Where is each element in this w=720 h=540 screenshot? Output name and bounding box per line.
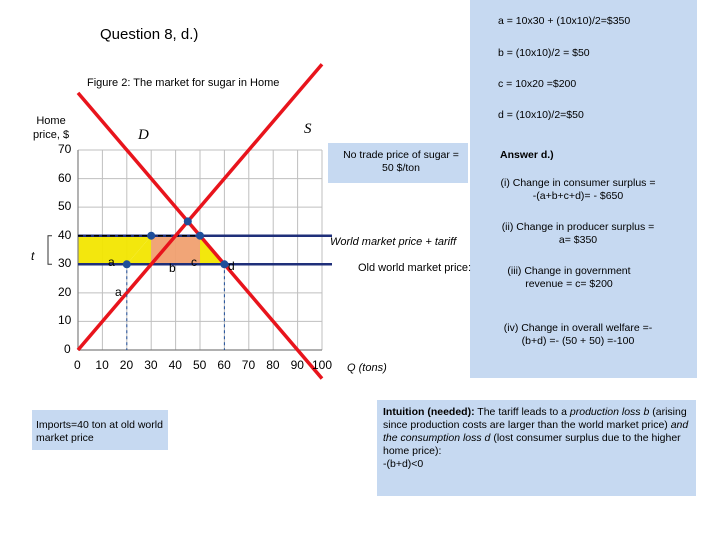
intuition-text-3: (lost consumer surplus due to the higher home price): — [383, 432, 681, 457]
x-tick-label: 10 — [95, 358, 109, 372]
intuition-formula: -(b+d)<0 — [383, 458, 424, 470]
y-tick-label: 30 — [58, 256, 72, 271]
intuition-text — [383, 406, 691, 471]
intuition-italic-1: production loss b — [569, 406, 650, 418]
y-tick-label: 0 — [64, 342, 71, 356]
government-revenue-change: (iii) Change in government revenue = c= $200 — [507, 265, 631, 290]
y-tick-label: 60 — [58, 170, 72, 185]
x-tick-label: 30 — [144, 358, 158, 372]
figure-title: Figure 2: The market for sugar in Home — [87, 77, 280, 89]
old-world-price-label: Old world market price: — [358, 262, 472, 274]
marked-point — [147, 232, 155, 240]
intuition-italic-2: and the consumption loss d — [383, 419, 689, 444]
y-tick-label: 10 — [58, 313, 72, 328]
equilibrium-point — [184, 217, 192, 225]
answer-heading: Answer d.) — [500, 149, 554, 161]
x-tick-label: 100 — [312, 358, 333, 372]
y-tick-label: 20 — [58, 284, 72, 299]
y-tick-label: 70 — [58, 142, 72, 156]
x-tick-label: 40 — [168, 358, 182, 372]
demand-label: D — [138, 127, 149, 143]
y-axis-label-line1: Home — [36, 115, 66, 127]
calc-b: b = (10x10)/2 = $50 — [498, 47, 590, 59]
tariff-brace-path — [48, 236, 52, 265]
intuition-lead: Intuition (needed): — [383, 406, 475, 418]
area-c-label: c — [191, 255, 197, 269]
calc-c: c = 10x20 =$200 — [498, 78, 577, 90]
tariff-brace — [48, 236, 52, 265]
no-trade-price-label: No trade price of sugar = 50 $/ton — [343, 149, 459, 174]
overall-welfare-change: (iv) Change in overall welfare =-(b+d) =- (50 + 50) =-100 — [503, 322, 653, 347]
x-tick-label: 90 — [290, 358, 304, 372]
area-a-lower-label: a — [115, 285, 122, 299]
x-tick-label: 70 — [241, 358, 256, 372]
x-axis-label: Q (tons) — [347, 362, 387, 374]
slide-title: Question 8, d.) — [100, 26, 199, 43]
tariff-label: t — [31, 249, 35, 263]
intuition-text-1: The tariff leads to a — [474, 406, 570, 418]
y-axis-label-line2: price, $ — [33, 129, 70, 141]
area-a-upper-label: a — [108, 255, 115, 269]
x-tick-label: 20 — [119, 358, 134, 372]
y-tick-label: 40 — [58, 227, 72, 242]
imports-note: Imports=40 ton at old world market price — [36, 419, 163, 444]
marked-point — [196, 232, 204, 240]
y-tick-label: 50 — [58, 199, 72, 214]
calc-d: d = (10x10)/2=$50 — [498, 109, 584, 121]
producer-surplus-change: (ii) Change in producer surplus = a= $350 — [501, 221, 655, 246]
intuition-text-2: (arising since production costs are larger than the world market price) — [383, 406, 687, 431]
world-price-tariff-label: World market price + tariff — [330, 236, 457, 248]
calc-a: a = 10x30 + (10x10)/2=$350 — [498, 15, 631, 27]
x-tick-label: 60 — [217, 358, 231, 372]
area-b-label: b — [169, 261, 176, 275]
x-tick-label: 50 — [193, 358, 207, 372]
area-d-label: d — [228, 259, 235, 273]
supply-label: S — [304, 121, 312, 137]
x-tick-label: 80 — [266, 358, 280, 372]
consumer-surplus-change: (i) Change in consumer surplus = -(a+b+c+d)= - $650 — [500, 177, 656, 202]
x-tick-label: 0 — [74, 358, 81, 372]
